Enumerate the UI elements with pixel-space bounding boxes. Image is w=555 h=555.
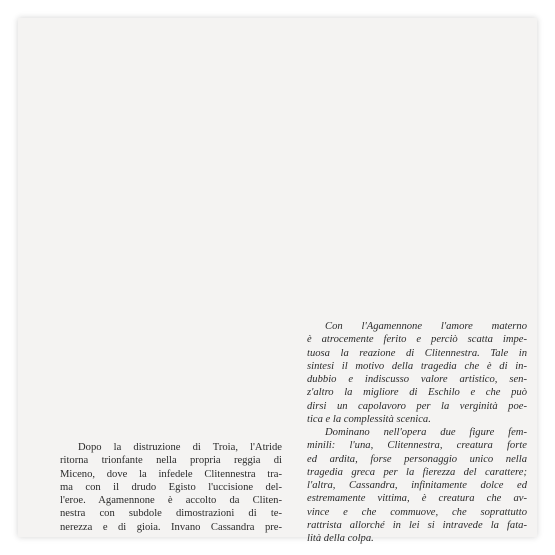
- text-line: rattrista allorché in lei si intravede la fata-: [307, 519, 527, 531]
- text-line: Dominano nell'opera due figure fem-: [325, 427, 527, 438]
- left-column-text: [60, 441, 282, 534]
- text-line: tragedia greca per la fierezza del carattere;: [307, 466, 527, 478]
- text-line: Miceno, dove la infedele Clitennestra tra-: [60, 468, 282, 480]
- text-line: sintesi il motivo della tragedia che è di in-: [307, 360, 527, 372]
- text-line: ed ardita, forse personaggio unico nella: [307, 453, 527, 465]
- paragraph-1: [307, 320, 527, 426]
- right-column-text: [307, 320, 527, 545]
- text-line: estremamente vittima, è creatura che av-: [307, 493, 527, 505]
- text-line: ritorna trionfante nella propria reggia di: [60, 455, 282, 467]
- text-line: minili: l'una, Clitennestra, creatura forte: [307, 440, 527, 452]
- text-line: nestra con subdole dimostrazioni di te-: [60, 508, 282, 520]
- text-line: è atrocemente ferito e perciò scatta impe-: [307, 334, 527, 346]
- text-line: nerezza e di gioia. Invano Cassandra pre-: [60, 521, 282, 533]
- text-line: l'altra, Cassandra, infinitamente dolce ed: [307, 480, 527, 491]
- text-line: tica e la complessità scenica.: [307, 413, 431, 425]
- text-line: Dopo la distruzione di Troia, l'Atride: [78, 442, 282, 453]
- text-line: l'eroe. Agamennone è accolto da Cliten-: [60, 495, 282, 506]
- text-line: dubbio e indiscusso valore artistico, sen-: [307, 374, 527, 385]
- text-line: lità della colpa.: [307, 533, 374, 544]
- paragraph-2: [307, 426, 527, 545]
- text-line: dirsi un capolavoro per la verginità poe-: [307, 400, 527, 412]
- document-page: [18, 18, 537, 544]
- text-line: ma con il drudo Egisto l'uccisione del-: [60, 481, 282, 493]
- text-line: Con l'Agamennone l'amore materno: [325, 321, 527, 332]
- text-line: tuosa la reazione di Clitennestra. Tale in: [307, 347, 527, 359]
- text-line: z'altro la migliore di Eschilo e che può: [307, 387, 527, 399]
- text-line: vince e che commuove, che soprattutto: [307, 506, 527, 518]
